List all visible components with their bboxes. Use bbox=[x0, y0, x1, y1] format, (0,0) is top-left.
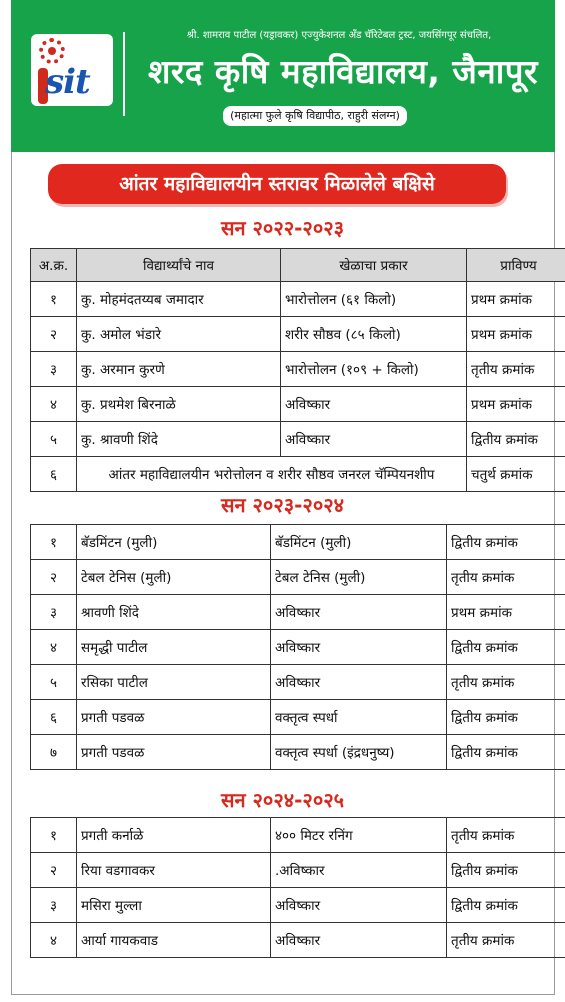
cell-rank: द्वितीय क्रमांक bbox=[447, 735, 565, 770]
cell-sr: १ bbox=[31, 525, 77, 560]
trust-line: श्री. शामराव पाटील (यड्रावकर) एज्युकेशनल अँड चॅरिटेबल ट्रस्ट, जयसिंगपूर संचलित, bbox=[186, 30, 492, 41]
gear-icon bbox=[39, 38, 65, 64]
cell-sr: ४ bbox=[31, 630, 77, 665]
cell-sport: अविष्कार bbox=[281, 422, 467, 457]
table-row bbox=[31, 630, 565, 665]
cell-name: श्रावणी शिंदे bbox=[77, 595, 271, 630]
cell-sport: ४०० मिटर रनिंग bbox=[271, 818, 447, 853]
cell-sr: ३ bbox=[31, 888, 77, 923]
table-row bbox=[31, 735, 565, 770]
awards-table-2022-23 bbox=[30, 248, 565, 492]
cell-sport: अविष्कार bbox=[281, 387, 467, 422]
cell-name: रिया वडगावकर bbox=[77, 853, 271, 888]
college-header bbox=[11, 0, 555, 152]
awards-table-2024-25 bbox=[30, 817, 565, 958]
cell-sr: ३ bbox=[31, 352, 77, 387]
cell-sr: ७ bbox=[31, 735, 77, 770]
table-row bbox=[31, 560, 565, 595]
cell-sr: १ bbox=[31, 818, 77, 853]
cell-sr: ५ bbox=[31, 665, 77, 700]
sit-logo-icon bbox=[31, 34, 113, 106]
cell-rank: द्वितीय क्रमांक bbox=[447, 853, 565, 888]
cell-name: समृद्धी पाटील bbox=[77, 630, 271, 665]
cell-sport: वक्तृत्व स्पर्धा bbox=[271, 700, 447, 735]
table-row bbox=[31, 595, 565, 630]
cell-sr: ३ bbox=[31, 595, 77, 630]
cell-sr: २ bbox=[31, 853, 77, 888]
table-body bbox=[31, 818, 565, 958]
cell-sport: भारोत्तोलन (१०९ + किलो) bbox=[281, 352, 467, 387]
awards-banner: आंतर महाविद्यालयीन स्तरावर मिळालेले बक्षिसे bbox=[48, 164, 506, 204]
table-header-row bbox=[31, 249, 565, 282]
table-body bbox=[31, 525, 565, 770]
cell-name: मसिरा मुल्ला bbox=[77, 888, 271, 923]
affiliation-badge: (महात्मा फुले कृषि विद्यापीठ, राहुरी संलग्न) bbox=[223, 106, 407, 126]
cell-sport: अविष्कार bbox=[271, 923, 447, 958]
cell-sport: टेबल टेनिस (मुली) bbox=[271, 560, 447, 595]
cell-sport: अविष्कार bbox=[271, 665, 447, 700]
table-row bbox=[31, 387, 565, 422]
year-heading-2022-23: सन २०२२-२०२३ bbox=[220, 216, 345, 240]
col-name-header: विद्यार्थ्यांचे नाव bbox=[77, 249, 281, 282]
cell-rank: तृतीय क्रमांक bbox=[467, 352, 565, 387]
year-heading-2023-24: सन २०२३-२०२४ bbox=[220, 493, 345, 517]
table-row bbox=[31, 525, 565, 560]
cell-name: प्रगती पडवळ bbox=[77, 735, 271, 770]
cell-rank: प्रथम क्रमांक bbox=[447, 595, 565, 630]
cell-sport: अविष्कार bbox=[271, 595, 447, 630]
cell-name: टेबल टेनिस (मुली) bbox=[77, 560, 271, 595]
cell-rank: द्वितीय क्रमांक bbox=[447, 630, 565, 665]
col-sr-header: अ.क्र. bbox=[31, 249, 77, 282]
cell-sport: वक्तृत्व स्पर्धा (इंद्रधनुष्य) bbox=[271, 735, 447, 770]
col-rank-header: प्राविण्य bbox=[467, 249, 565, 282]
cell-sr: ६ bbox=[31, 457, 77, 492]
cell-name: कु. श्रावणी शिंदे bbox=[77, 422, 281, 457]
table-row bbox=[31, 665, 565, 700]
table-row bbox=[31, 700, 565, 735]
cell-sport: अविष्कार bbox=[271, 888, 447, 923]
year-heading-2024-25: सन २०२४-२०२५ bbox=[220, 788, 345, 812]
cell-sport: बॅडमिंटन (मुली) bbox=[271, 525, 447, 560]
cell-name: कु. मोहमंदतय्यब जमादार bbox=[77, 282, 281, 317]
table-row bbox=[31, 818, 565, 853]
cell-sport: .अविष्कार bbox=[271, 853, 447, 888]
table-row bbox=[31, 282, 565, 317]
cell-sr: २ bbox=[31, 560, 77, 595]
cell-name: कु. अमोल भंडारे bbox=[77, 317, 281, 352]
cell-rank: तृतीय क्रमांक bbox=[447, 818, 565, 853]
table-row bbox=[31, 888, 565, 923]
table-row bbox=[31, 853, 565, 888]
cell-rank: तृतीय क्रमांक bbox=[447, 923, 565, 958]
cell-sr: ६ bbox=[31, 700, 77, 735]
cell-sr: ५ bbox=[31, 422, 77, 457]
cell-name: आर्या गायकवाड bbox=[77, 923, 271, 958]
cell-sr: २ bbox=[31, 317, 77, 352]
cell-sport: अविष्कार bbox=[271, 630, 447, 665]
awards-table-2023-24 bbox=[30, 524, 565, 770]
cell-name: प्रगती कर्नाळे bbox=[77, 818, 271, 853]
cell-rank: तृतीय क्रमांक bbox=[447, 560, 565, 595]
cell-name: कु. प्रथमेश बिरनाळे bbox=[77, 387, 281, 422]
table-row bbox=[31, 422, 565, 457]
college-name: शरद कृषि महाविद्यालय, जैनापूर bbox=[147, 52, 539, 91]
col-sport-header: खेळाचा प्रकार bbox=[281, 249, 467, 282]
cell-rank: प्रथम क्रमांक bbox=[467, 282, 565, 317]
table-body bbox=[31, 282, 565, 457]
cell-rank: द्वितीय क्रमांक bbox=[447, 700, 565, 735]
logo-text: sit bbox=[45, 62, 90, 102]
championship-text: आंतर महाविद्यालयीन भरोत्तोलन व शरीर सौष्ठव जनरल चॅम्पियनशीप bbox=[77, 457, 467, 492]
table-row bbox=[31, 923, 565, 958]
cell-rank: चतुर्थ क्रमांक bbox=[467, 457, 565, 492]
cell-name: कु. अरमान कुरणे bbox=[77, 352, 281, 387]
cell-rank: तृतीय क्रमांक bbox=[447, 665, 565, 700]
cell-sport: शरीर सौष्ठव (८५ किलो) bbox=[281, 317, 467, 352]
cell-rank: द्वितीय क्रमांक bbox=[447, 525, 565, 560]
cell-sr: ४ bbox=[31, 923, 77, 958]
cell-name: रसिका पाटील bbox=[77, 665, 271, 700]
cell-sr: १ bbox=[31, 282, 77, 317]
cell-rank: द्वितीय क्रमांक bbox=[447, 888, 565, 923]
championship-row bbox=[31, 457, 565, 492]
cell-sr: ४ bbox=[31, 387, 77, 422]
cell-sport: भारोत्तोलन (६१ किलो) bbox=[281, 282, 467, 317]
header-divider bbox=[123, 32, 125, 116]
table-row bbox=[31, 352, 565, 387]
cell-name: प्रगती पडवळ bbox=[77, 700, 271, 735]
cell-rank: प्रथम क्रमांक bbox=[467, 317, 565, 352]
cell-rank: द्वितीय क्रमांक bbox=[467, 422, 565, 457]
cell-rank: प्रथम क्रमांक bbox=[467, 387, 565, 422]
cell-name: बॅडमिंटन (मुली) bbox=[77, 525, 271, 560]
table-row bbox=[31, 317, 565, 352]
